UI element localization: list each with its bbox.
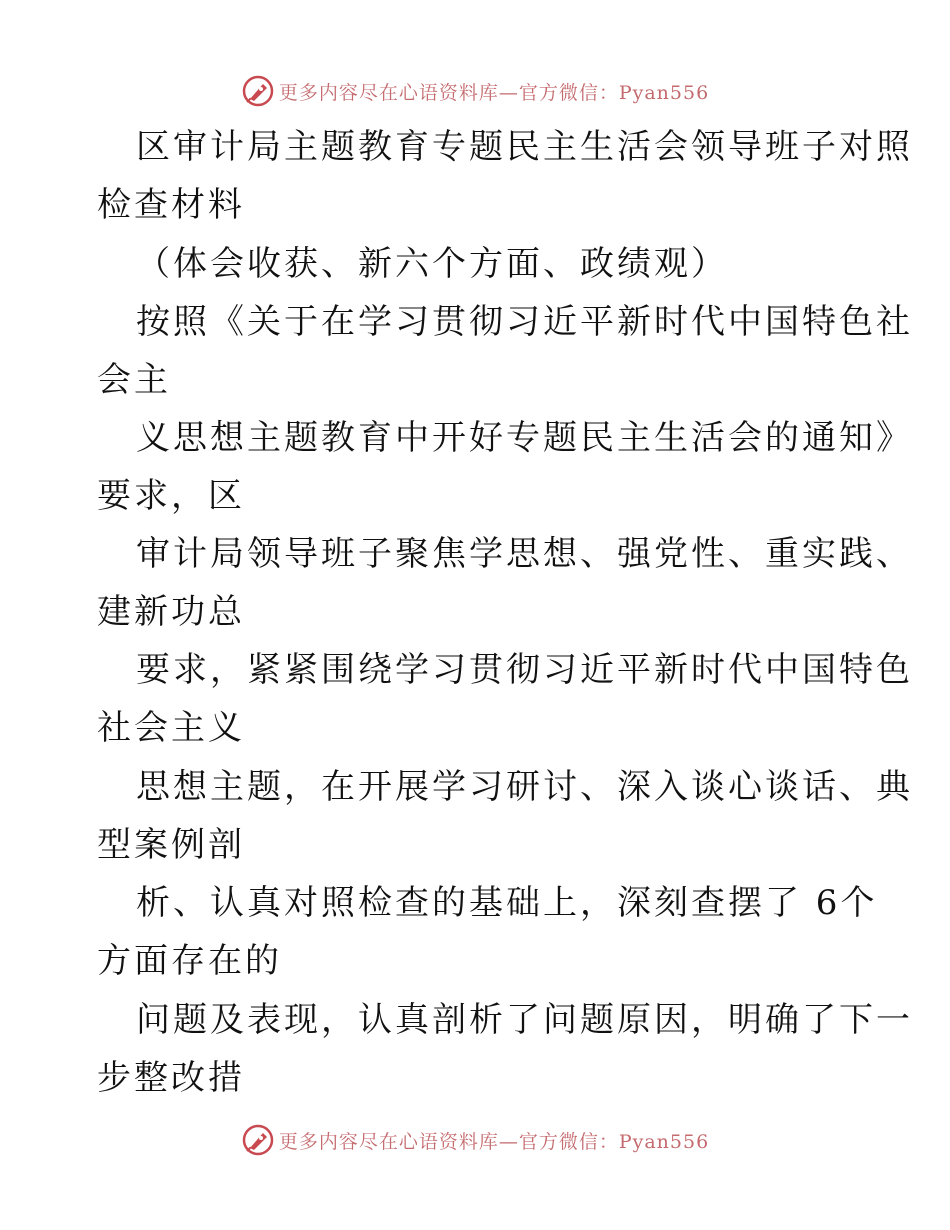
text-line: 会主: [97, 360, 171, 400]
footer-watermark-banner: [0, 1120, 950, 1160]
watermark-text: 更多内容尽在心语资料库—官方微信：Pyan556: [278, 81, 710, 104]
text-line: 检查材料: [97, 185, 245, 225]
text-line: （体会收获、新六个方面、政绩观）: [136, 244, 728, 284]
text-line: 要求，区: [97, 476, 245, 516]
text-line: 建新功总: [97, 592, 245, 632]
text-line: 问题及表现，认真剖析了问题原因，明确了下一: [136, 1000, 913, 1040]
pen-nib-logo-icon: [241, 74, 275, 108]
text-line: 思想主题，在开展学习研讨、深入谈心谈话、典: [136, 767, 913, 807]
header-watermark-banner: [0, 71, 950, 111]
pen-nib-logo-icon: [241, 1123, 275, 1157]
text-line: 义思想主题教育中开好专题民主生活会的通知》: [136, 418, 913, 458]
text-line: 步整改措: [97, 1058, 245, 1098]
text-line: 要求，紧紧围绕学习贯彻习近平新时代中国特色: [136, 650, 913, 690]
text-line: 型案例剖: [97, 825, 245, 865]
text-line: 审计局领导班子聚焦学思想、强党性、重实践、: [136, 534, 913, 574]
text-line: 方面存在的: [97, 941, 282, 981]
text-line: 社会主义: [97, 708, 245, 748]
text-line: 区审计局主题教育专题民主生活会领导班子对照: [136, 127, 913, 167]
watermark-text: 更多内容尽在心语资料库—官方微信：Pyan556: [278, 1130, 710, 1153]
text-line: 按照《关于在学习贯彻习近平新时代中国特色社: [136, 302, 913, 342]
text-line: 析、认真对照检查的基础上，深刻查摆了 6个: [136, 883, 878, 923]
